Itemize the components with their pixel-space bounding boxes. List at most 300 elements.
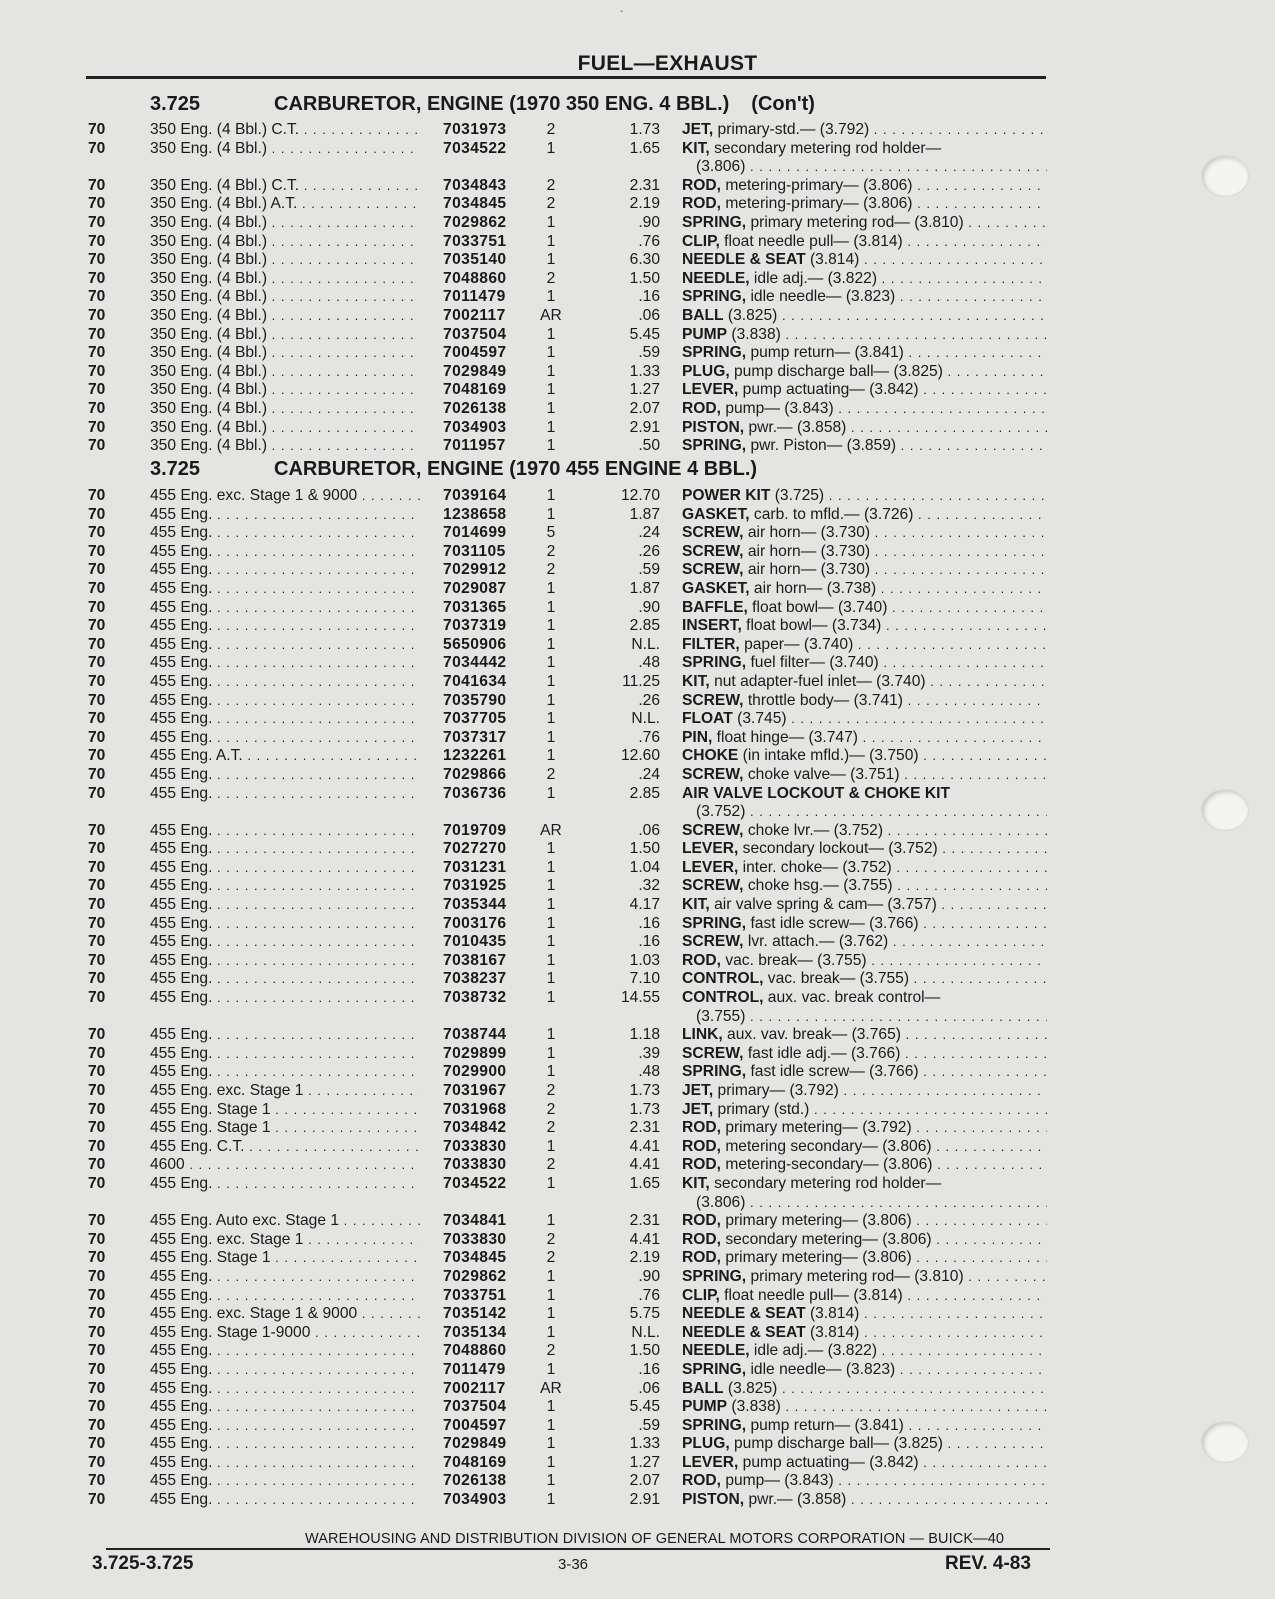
model-year: 70: [88, 1342, 106, 1360]
table-row: [0, 673, 1275, 692]
table-row: [0, 437, 1275, 456]
quantity: 1: [546, 784, 556, 802]
table-row: [0, 840, 1275, 859]
quantity: AR: [540, 821, 562, 839]
part-name: POWER KIT: [682, 487, 771, 504]
quantity: 1: [546, 344, 556, 362]
part-description: [682, 307, 1047, 326]
part-number: 7029849: [443, 362, 507, 380]
part-description: [682, 561, 1047, 580]
part-name: ROD,: [682, 176, 721, 194]
table-row: [0, 1156, 1275, 1175]
description-line: [682, 1287, 903, 1304]
model-year: 70: [88, 1119, 106, 1137]
table-row: [0, 654, 1275, 673]
description-line: [682, 933, 888, 950]
application: 350 Eng. (4 Bbl.) C.T. . . .: [150, 121, 420, 140]
description-line: [682, 506, 913, 523]
part-number: 7031925: [443, 877, 507, 895]
part-number: 7034442: [443, 654, 507, 672]
quantity: 1: [546, 970, 556, 988]
scan-mark: -: [620, 6, 624, 17]
list-price: 4.41: [629, 1156, 660, 1174]
quantity: 1: [546, 858, 556, 876]
list-price: 1.03: [629, 951, 660, 969]
application: 350 Eng. (4 Bbl.) C.T. . . .: [150, 177, 420, 196]
part-number: 7026138: [443, 399, 507, 417]
application: 455 Eng. . . .: [150, 896, 420, 915]
model-year: 70: [88, 139, 106, 157]
model-year: 70: [88, 933, 106, 951]
table-row: [0, 1026, 1275, 1045]
quantity: 1: [546, 325, 556, 343]
part-name: ROD,: [682, 1119, 721, 1137]
table-row: [0, 1491, 1275, 1510]
application: 455 Eng. . . .: [150, 1026, 420, 1045]
part-description: [682, 1342, 1047, 1361]
part-description: [682, 840, 1047, 859]
part-detail: pwr.— (3.858): [744, 1491, 847, 1509]
model-year: 70: [88, 1472, 106, 1490]
model-year: 70: [88, 1267, 106, 1285]
part-detail: (3.814): [805, 251, 860, 269]
application: 455 Eng. . . .: [150, 599, 420, 618]
quantity: 2: [546, 1249, 556, 1267]
part-description: [682, 1324, 1047, 1343]
application: 455 Eng. . . .: [150, 524, 420, 543]
part-number: 7037504: [443, 325, 507, 343]
list-price: .59: [638, 344, 660, 362]
table-row: [0, 1175, 1275, 1212]
model-year: 70: [88, 505, 106, 523]
table-row: [0, 307, 1275, 326]
application: 455 Eng. . . .: [150, 636, 420, 655]
part-detail: vac. break— (3.755): [720, 951, 867, 969]
part-description: [682, 1472, 1047, 1491]
part-name: SCREW,: [682, 561, 744, 579]
part-name: SPRING,: [682, 288, 747, 306]
list-price: 1.65: [629, 139, 660, 157]
description-line: [682, 195, 913, 212]
part-name: CONTROL,: [682, 970, 764, 988]
description-line: [682, 599, 887, 616]
part-number: 7029862: [443, 1267, 507, 1285]
application: 350 Eng. (4 Bbl.) . . .: [150, 214, 420, 233]
list-price: .06: [638, 306, 660, 324]
quantity: 1: [546, 139, 556, 157]
list-price: 12.60: [620, 747, 660, 765]
quantity: 1: [546, 1286, 556, 1304]
part-number: 7033751: [443, 1286, 507, 1304]
parts-list-455: [0, 487, 1275, 1510]
list-price: 2.91: [629, 418, 660, 436]
model-year: 70: [88, 970, 106, 988]
description-line: [682, 915, 919, 932]
list-price: .90: [638, 598, 660, 616]
list-price: .24: [638, 765, 660, 783]
list-price: 1.50: [629, 840, 660, 858]
application: 455 Eng. exc. Stage 1 & 9000 . . .: [150, 487, 420, 506]
quantity: 1: [546, 1472, 556, 1490]
table-row: [0, 363, 1275, 382]
part-number: 7034843: [443, 176, 507, 194]
model-year: 70: [88, 195, 106, 213]
part-number: 7034845: [443, 195, 507, 213]
part-number: 7014699: [443, 524, 507, 542]
description-line: [682, 177, 913, 194]
description-line: [682, 1249, 912, 1266]
part-number: 7029912: [443, 561, 507, 579]
part-description: [682, 437, 1047, 456]
part-number: 7029849: [443, 1435, 507, 1453]
description-line: [682, 970, 909, 987]
footer-revision: REV. 4-83: [945, 1553, 1031, 1574]
quantity: 1: [546, 487, 556, 504]
part-detail: (3.814): [805, 1323, 860, 1341]
part-detail: primary-std.— (3.792): [713, 121, 870, 138]
table-row: [0, 270, 1275, 289]
part-name: KIT,: [682, 672, 710, 690]
part-number: 7038237: [443, 970, 507, 988]
part-number: 7034522: [443, 1174, 507, 1192]
part-description: [682, 326, 1047, 345]
part-name: FILTER,: [682, 635, 740, 653]
part-number: 7034841: [443, 1212, 507, 1230]
quantity: 1: [546, 1491, 556, 1509]
part-name: GASKET,: [682, 579, 750, 597]
model-year: 70: [88, 381, 106, 399]
table-row: [0, 1119, 1275, 1138]
quantity: 2: [546, 121, 556, 138]
description-line: [682, 1156, 932, 1173]
application: 455 Eng. . . .: [150, 1472, 420, 1491]
quantity: 1: [546, 728, 556, 746]
part-name: PIN,: [682, 728, 713, 746]
part-name: SCREW,: [682, 542, 744, 560]
part-name: SPRING,: [682, 654, 747, 672]
application: 455 Eng. Stage 1 . . .: [150, 1119, 420, 1138]
section-title: CARBURETOR, ENGINE (1970 455 ENGINE 4 BBL.): [274, 458, 758, 480]
table-row: [0, 381, 1275, 400]
part-name: CONTROL,: [682, 989, 764, 1007]
table-row: [0, 915, 1275, 934]
part-description: [682, 1305, 1047, 1324]
model-year: 70: [88, 1416, 106, 1434]
application: 455 Eng. . . .: [150, 617, 420, 636]
table-row: [0, 877, 1275, 896]
table-row: [0, 636, 1275, 655]
part-description: [682, 822, 1047, 841]
part-description: [682, 896, 1047, 915]
list-price: 7.10: [629, 970, 660, 988]
part-name: SPRING,: [682, 437, 747, 455]
part-description: [682, 1435, 1047, 1454]
part-name: BALL: [682, 306, 724, 324]
application: 455 Eng. . . .: [150, 729, 420, 748]
description-line: [682, 1324, 859, 1341]
part-description: [682, 288, 1047, 307]
table-row: [0, 599, 1275, 618]
quantity: 1: [546, 1174, 556, 1192]
model-year: 70: [88, 1360, 106, 1378]
table-row: [0, 1287, 1275, 1306]
part-detail: aux. vav. break— (3.765): [722, 1026, 901, 1044]
table-row: [0, 1138, 1275, 1157]
part-number: 7041634: [443, 672, 507, 690]
part-description: [682, 1398, 1047, 1417]
part-description: [682, 915, 1047, 934]
part-description: [682, 251, 1047, 270]
footer-division-line: [0, 1531, 1275, 1547]
part-number: 7033830: [443, 1230, 507, 1248]
part-description: [682, 270, 1047, 289]
model-year: 70: [88, 399, 106, 417]
quantity: 1: [546, 672, 556, 690]
part-description: [682, 989, 1047, 1026]
part-number: 7038732: [443, 989, 507, 1007]
part-detail: (3.825): [723, 1379, 778, 1397]
table-row: [0, 140, 1275, 177]
list-price: .06: [638, 821, 660, 839]
part-number: 5650906: [443, 635, 507, 653]
list-price: 1.27: [629, 1453, 660, 1471]
part-description: [682, 524, 1047, 543]
part-detail: pump— (3.843): [720, 1472, 834, 1490]
quantity: 1: [546, 1435, 556, 1453]
part-description: [682, 673, 1047, 692]
application: 350 Eng. (4 Bbl.) . . .: [150, 251, 420, 270]
part-number: 7031105: [443, 542, 506, 560]
part-name: PUMP: [682, 325, 728, 343]
description-line: [682, 859, 892, 876]
part-name: ROD,: [682, 1137, 721, 1155]
part-number: 1232261: [443, 747, 507, 765]
description-line: [682, 437, 896, 454]
quantity: 1: [546, 691, 556, 709]
table-row: [0, 859, 1275, 878]
part-name: ROD,: [682, 1472, 721, 1490]
model-year: 70: [88, 306, 106, 324]
model-year: 70: [88, 1137, 106, 1155]
part-name: CLIP,: [682, 1286, 720, 1304]
table-row: [0, 214, 1275, 233]
part-description: [682, 506, 1047, 525]
quantity: 2: [546, 269, 556, 287]
quantity: 1: [546, 1044, 556, 1062]
part-number: 7004597: [443, 1416, 507, 1434]
model-year: 70: [88, 989, 106, 1007]
quantity: 1: [546, 1323, 556, 1341]
table-row: [0, 785, 1275, 822]
part-detail: paper— (3.740): [739, 635, 854, 653]
list-price: .90: [638, 1267, 660, 1285]
part-detail: (in intake mfld.)— (3.750): [738, 747, 919, 765]
part-detail: primary metering— (3.806): [720, 1249, 912, 1267]
application: 455 Eng. . . .: [150, 1342, 420, 1361]
part-description: [682, 1119, 1047, 1138]
model-year: 70: [88, 1230, 106, 1248]
part-number: 7048169: [443, 1453, 507, 1471]
list-price: 12.70: [620, 487, 660, 504]
part-description: [682, 1491, 1047, 1510]
description-line: [682, 121, 869, 138]
application: 455 Eng. . . .: [150, 785, 420, 804]
application: 455 Eng. . . .: [150, 1287, 420, 1306]
description-line: [682, 1491, 846, 1508]
part-description: [682, 214, 1047, 233]
part-number: 7003176: [443, 914, 507, 932]
description-line: [682, 877, 893, 894]
description-line: [682, 1231, 932, 1248]
part-name: SPRING,: [682, 1416, 747, 1434]
quantity: 1: [546, 437, 556, 455]
quantity: 2: [546, 765, 556, 783]
model-year: 70: [88, 579, 106, 597]
description-line: [682, 747, 919, 764]
model-year: 70: [88, 728, 106, 746]
part-description: [682, 363, 1047, 382]
model-year: 70: [88, 858, 106, 876]
quantity: AR: [540, 306, 562, 324]
table-row: [0, 729, 1275, 748]
part-description: [682, 617, 1047, 636]
section-number: 3.725: [150, 93, 201, 115]
part-description: [682, 487, 1047, 506]
part-number: 7002117: [443, 306, 506, 324]
description-line: [682, 1398, 781, 1415]
quantity: 1: [546, 896, 556, 914]
description-line: [682, 1268, 964, 1285]
list-price: 1.87: [629, 579, 660, 597]
part-detail: idle adj.— (3.822): [749, 269, 878, 287]
application: 455 Eng. . . .: [150, 1268, 420, 1287]
part-name: BALL: [682, 1379, 724, 1397]
part-number: 7048860: [443, 1342, 507, 1360]
list-price: 2.91: [629, 1491, 660, 1509]
list-price: 2.07: [629, 1472, 660, 1490]
part-number: 7002117: [443, 1379, 506, 1397]
table-row: [0, 1249, 1275, 1268]
description-line: [682, 288, 895, 305]
description-line: [682, 214, 964, 231]
part-detail: pump— (3.843): [720, 399, 834, 417]
part-description: [682, 766, 1047, 785]
table-row: [0, 326, 1275, 345]
part-name: NEEDLE & SEAT: [682, 251, 806, 269]
part-number: 7035134: [443, 1323, 507, 1341]
table-row: [0, 1305, 1275, 1324]
quantity: 1: [546, 1398, 556, 1416]
part-detail: fast idle screw— (3.766): [746, 1063, 919, 1081]
description-line: [682, 1101, 809, 1118]
quantity: 1: [546, 1267, 556, 1285]
description-line: [682, 1361, 895, 1378]
part-number: 7037504: [443, 1398, 507, 1416]
quantity: 1: [546, 635, 556, 653]
table-row: [0, 1435, 1275, 1454]
part-number: 7026138: [443, 1472, 507, 1490]
application: 455 Eng. . . .: [150, 543, 420, 562]
quantity: 1: [546, 1137, 556, 1155]
model-year: 70: [88, 1453, 106, 1471]
list-price: N.L.: [631, 635, 660, 653]
part-name: PLUG,: [682, 362, 730, 380]
application: 350 Eng. (4 Bbl.) . . .: [150, 381, 420, 400]
page-header: [0, 52, 1275, 76]
description-line: [682, 1082, 839, 1099]
part-detail: (3.725): [770, 487, 825, 504]
part-number: 7029866: [443, 765, 507, 783]
description-line: [682, 822, 883, 839]
part-number: 7027270: [443, 840, 507, 858]
description-line: [682, 1045, 900, 1062]
part-detail: fuel filter— (3.740): [746, 654, 879, 672]
quantity: 2: [546, 1230, 556, 1248]
list-price: 2.31: [629, 1212, 660, 1230]
part-detail: primary— (3.792): [713, 1082, 839, 1099]
list-price: 2.85: [629, 617, 660, 635]
quantity: 1: [546, 710, 556, 728]
part-detail: float bowl— (3.734): [741, 617, 882, 635]
list-price: .26: [638, 691, 660, 709]
list-price: .59: [638, 561, 660, 579]
part-number: 7033830: [443, 1137, 507, 1155]
part-number: 7029862: [443, 213, 507, 231]
list-price: 1.33: [629, 362, 660, 380]
part-name: SPRING,: [682, 213, 747, 231]
part-detail: pwr.— (3.858): [744, 418, 847, 436]
part-number: 7029900: [443, 1063, 507, 1081]
part-name: SPRING,: [682, 1360, 747, 1378]
list-price: 1.50: [629, 1342, 660, 1360]
list-price: .16: [638, 933, 660, 951]
application: 455 Eng. . . .: [150, 1491, 420, 1510]
part-number: 7048169: [443, 381, 507, 399]
part-detail: idle adj.— (3.822): [749, 1342, 878, 1360]
table-row: [0, 1417, 1275, 1436]
quantity: 1: [546, 232, 556, 250]
quantity: 1: [546, 1305, 556, 1323]
part-name: SCREW,: [682, 765, 744, 783]
list-price: N.L.: [631, 710, 660, 728]
quantity: 1: [546, 989, 556, 1007]
part-number: 7031365: [443, 598, 507, 616]
description-line: [682, 419, 846, 436]
description-line: [682, 326, 781, 343]
description-line: [682, 617, 881, 634]
part-number: 7034903: [443, 418, 507, 436]
application: 455 Eng. . . .: [150, 933, 420, 952]
application: 350 Eng. (4 Bbl.) A.T. . . .: [150, 195, 420, 214]
application: 455 Eng. . . .: [150, 915, 420, 934]
part-description: [682, 344, 1047, 363]
description-line: [682, 233, 903, 250]
application: 455 Eng. . . .: [150, 952, 420, 971]
quantity: 1: [546, 1063, 556, 1081]
part-description: [682, 1101, 1047, 1120]
part-detail: throttle body— (3.741): [743, 691, 904, 709]
part-description: [682, 381, 1047, 400]
model-year: 70: [88, 1212, 106, 1230]
part-number: 7034522: [443, 139, 507, 157]
table-row: [0, 419, 1275, 438]
part-name: BAFFLE,: [682, 598, 748, 616]
part-description: [682, 400, 1047, 419]
quantity: 1: [546, 251, 556, 269]
list-price: .50: [638, 437, 660, 455]
application: 350 Eng. (4 Bbl.) . . .: [150, 400, 420, 419]
part-detail: float needle pull— (3.814): [719, 232, 903, 250]
